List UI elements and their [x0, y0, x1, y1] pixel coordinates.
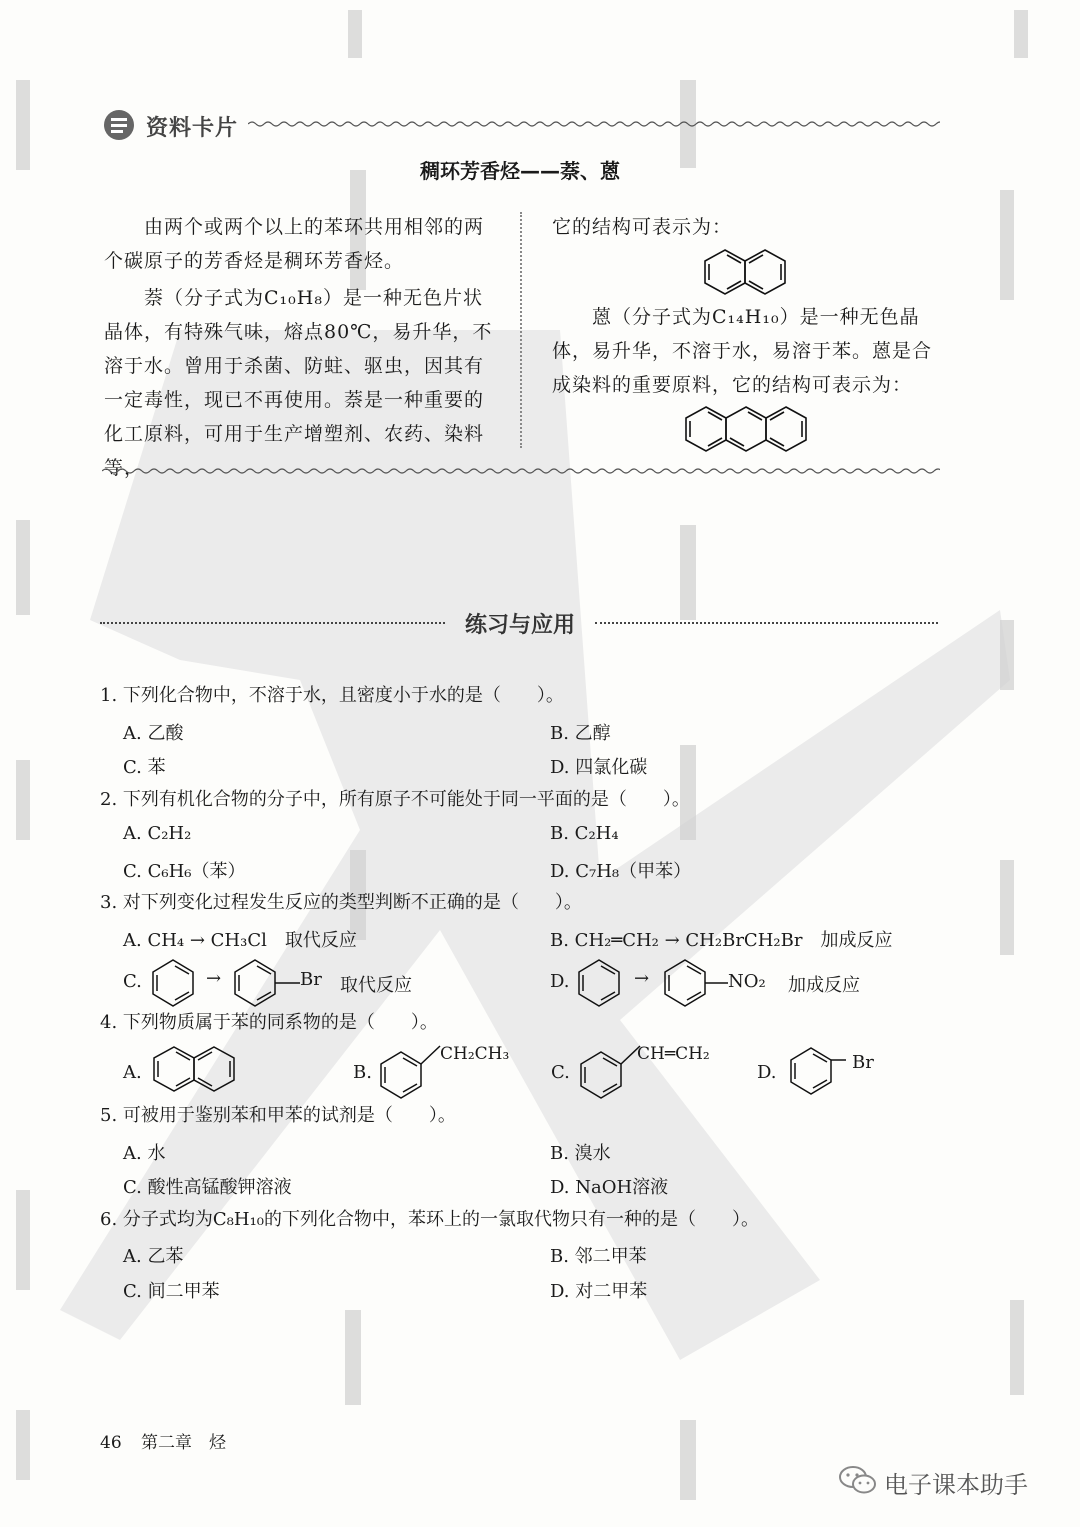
section-title: 练习与应用	[464, 613, 575, 638]
column-divider	[520, 212, 522, 448]
benzene-structure	[576, 958, 622, 1008]
option-label: D.	[550, 971, 570, 992]
anthracene-structure	[684, 404, 808, 454]
watermark-text: 电子课本助手	[884, 1471, 1028, 1499]
bromobenzene-structure	[788, 1044, 858, 1096]
option: B. 溴水	[550, 1143, 611, 1164]
naphthalene-structure	[703, 247, 789, 297]
card-right-intro: 它的结构可表示为：	[552, 216, 733, 238]
question-stem: 2. 下列有机化合物的分子中，所有原子不可能处于同一平面的是（ ）。	[100, 789, 690, 810]
substituent-label: CH₂CH₃	[440, 1044, 510, 1064]
wavy-divider-top	[248, 119, 940, 129]
question-stem: 3. 对下列变化过程发生反应的类型判断不正确的是（ ）。	[100, 892, 582, 913]
card-title: 稠环芳香烃——萘、蒽	[420, 159, 620, 183]
benzene-structure	[150, 958, 196, 1008]
wechat-icon	[838, 1464, 878, 1496]
reaction-arrow: →	[634, 968, 650, 989]
substituent-label: Br	[300, 969, 322, 990]
option: B. 乙醇	[550, 723, 611, 744]
question-stem: 6. 分子式均为C₈H₁₀的下列化合物中，苯环上的一氯取代物只有一种的是（ ）。	[100, 1209, 760, 1230]
question-stem: 5. 可被用于鉴别苯和甲苯的试剂是（ ）。	[100, 1105, 456, 1126]
naphthalene-structure	[152, 1044, 238, 1094]
option: C. 苯	[123, 757, 166, 778]
substituent-label: NO₂	[728, 971, 766, 992]
option: A. 乙苯	[123, 1246, 184, 1267]
substituent-label: Br	[852, 1052, 874, 1073]
page-number: 46	[100, 1433, 122, 1453]
option: C. 间二甲苯	[123, 1281, 220, 1302]
ethylbenzene-structure	[378, 1040, 448, 1100]
option-label: C.	[123, 971, 142, 992]
option: A. CH₄ → CH₃Cl 取代反应	[123, 930, 357, 951]
option: D. C₇H₈（甲苯）	[550, 861, 692, 882]
chapter-title: 第二章 烃	[141, 1433, 227, 1453]
substituent-label: CH═CH₂	[637, 1044, 710, 1064]
card-label: 资料卡片	[146, 116, 239, 141]
option: D. NaOH溶液	[550, 1177, 669, 1198]
option: C. 酸性高锰酸钾溶液	[123, 1177, 292, 1198]
option: D. 对二甲苯	[550, 1281, 648, 1302]
option: A. C₂H₂	[123, 823, 192, 844]
option: A. 水	[123, 1143, 166, 1164]
bromobenzene-structure	[232, 958, 302, 1008]
section-rule-right	[595, 622, 938, 624]
option: A. 乙酸	[123, 723, 184, 744]
option: D. 四氯化碳	[550, 757, 648, 778]
option: B. C₂H₄	[550, 823, 619, 844]
option-label: B.	[353, 1062, 372, 1083]
card-header	[100, 105, 940, 145]
option: B. CH₂═CH₂ → CH₂BrCH₂Br 加成反应	[550, 930, 893, 951]
card-paragraph: 萘（分子式为C₁₀H₈）是一种无色片状晶体，有特殊气味，熔点80℃，易升华，不溶于水。曾用于杀菌、防蛀、驱虫，因其有一定毒性，现已不再使用。萘是一种重要的化工原料，可用于生产增塑剂、农药、染料等，	[104, 287, 493, 479]
option-label: C.	[551, 1062, 570, 1083]
option: C. C₆H₆（苯）	[123, 861, 246, 882]
question-stem: 1. 下列化合物中，不溶于水，且密度小于水的是（ ）。	[100, 685, 564, 706]
section-rule-left	[100, 622, 445, 624]
watermark-badge	[838, 1460, 1068, 1500]
book-icon	[102, 108, 136, 142]
option-label: A.	[123, 1062, 142, 1083]
option-label: D.	[757, 1062, 777, 1083]
reaction-type: 取代反应	[340, 975, 412, 996]
reaction-arrow: →	[206, 968, 222, 989]
reaction-type: 加成反应	[788, 975, 860, 996]
wavy-divider-bottom	[102, 466, 940, 476]
card-paragraph: 由两个或两个以上的苯环共用相邻的两个碳原子的芳香烃是稠环芳香烃。	[104, 216, 485, 272]
card-right-paragraph: 蒽（分子式为C₁₄H₁₀）是一种无色晶体，易升华，不溶于水，易溶于苯。蒽是合成染料的重要原料，它的结构可表示为：	[552, 306, 933, 396]
question-stem: 4. 下列物质属于苯的同系物的是（ ）。	[100, 1012, 438, 1033]
option: B. 邻二甲苯	[550, 1246, 647, 1267]
card-left-column	[104, 210, 496, 485]
nitrobenzene-structure	[662, 958, 732, 1008]
page-footer	[100, 1428, 226, 1453]
